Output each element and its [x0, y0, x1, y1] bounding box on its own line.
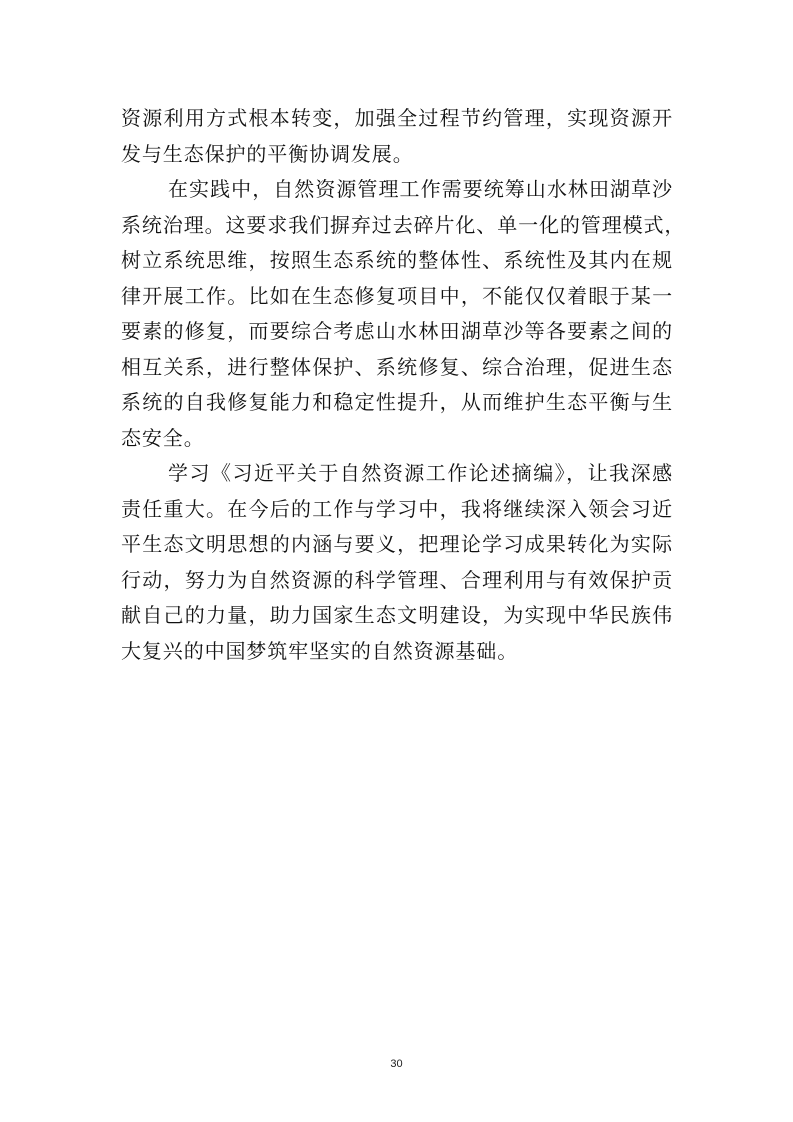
text-line: 学习《习近平关于自然资源工作论述摘编》，让我深感	[168, 461, 673, 485]
text-line: 律开展工作。比如在生态修复项目中，不能仅仅着眼于某一	[121, 283, 673, 308]
text-line: 要素的修复，而要综合考虑山水林田湖草沙等各要素之间的	[121, 319, 673, 343]
text-line: 大复兴的中国梦筑牢坚实的自然资源基础。	[121, 638, 519, 663]
page-number: 30	[390, 1058, 403, 1070]
text-line: 树立系统思维，按照生态系统的整体性、系统性及其内在规	[121, 248, 673, 272]
text-line: 责任重大。在今后的工作与学习中，我将继续深入领会习近	[121, 496, 673, 521]
text-line: 态安全。	[121, 425, 205, 450]
text-line: 相互关系，进行整体保护、系统修复、综合治理，促进生态	[121, 354, 673, 379]
text-line: 系统的自我修复能力和稳定性提升，从而维护生态平衡与生	[121, 390, 673, 414]
text-line: 资源利用方式根本转变，加强全过程节约管理，实现资源开	[121, 106, 673, 130]
body-text	[121, 101, 686, 669]
text-line: 发与生态保护的平衡协调发展。	[121, 141, 414, 166]
text-line: 在实践中，自然资源管理工作需要统筹山水林田湖草沙	[168, 177, 673, 201]
text-line: 系统治理。这要求我们摒弃过去碎片化、单一化的管理模式，	[121, 212, 686, 237]
text-line: 献自己的力量，助力国家生态文明建设，为实现中华民族伟	[121, 603, 673, 627]
text-line: 平生态文明思想的内涵与要义，把理论学习成果转化为实际	[121, 532, 673, 556]
text-line: 行动，努力为自然资源的科学管理、合理利用与有效保护贡	[121, 567, 673, 592]
